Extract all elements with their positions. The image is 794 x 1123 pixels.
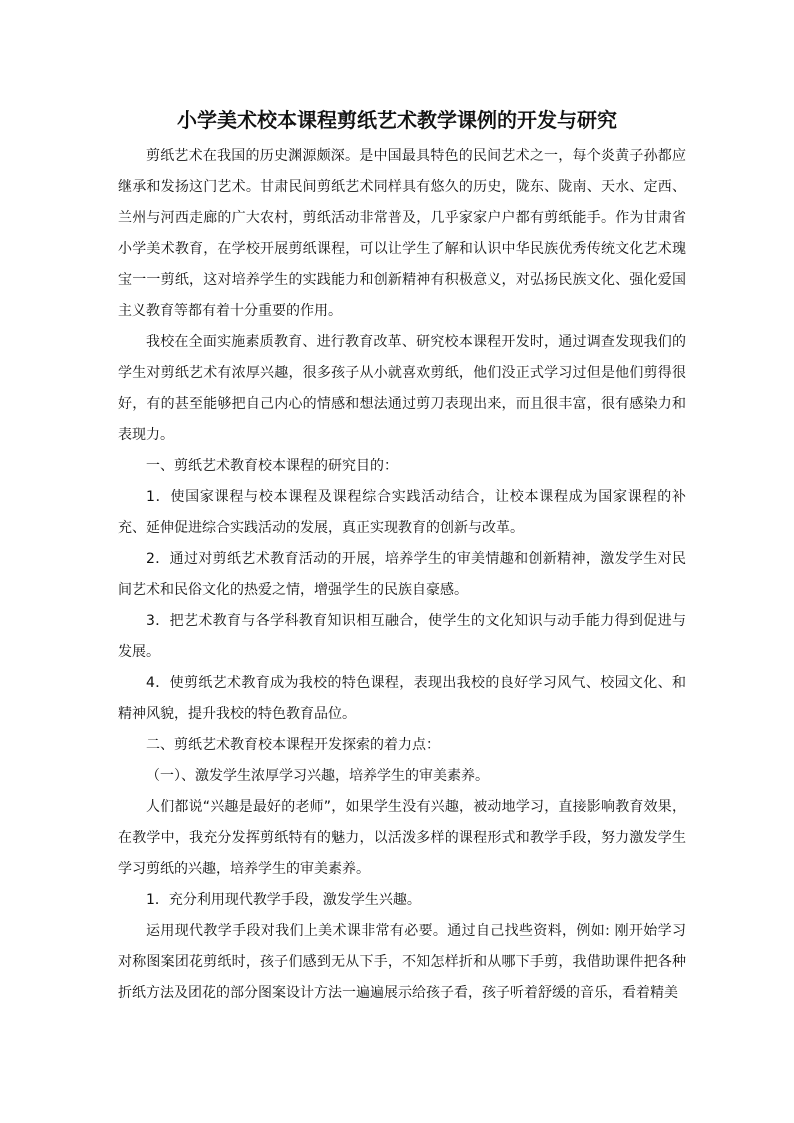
paragraph-interest: 人们都说“兴趣是最好的老师”，如果学生没有兴趣，被动地学习，直接影响教育效果，在教学中，我充分发挥剪纸特有的魅力，以活泼多样的课程形式和教学手段，努力激发学生学习剪纸的兴趣，培养学生的审美素养。 (118, 799, 686, 877)
section-heading-focus-points: 二、剪纸艺术教育校本课程开发探索的着力点： (146, 737, 440, 753)
paragraph-modern-teaching: 运用现代教学手段对我们上美术课非常有必要。通过自己找些资料，例如: 刚开始学习对称图案团花剪纸时，孩子们感到无从下手，不知怎样折和从哪下手剪，我借助课件把各种折纸方法及团花的部分图案设计方法一遍遍展示给孩子看，孩子听着舒缓的音乐，看着精美 (118, 923, 686, 1001)
paragraph-intro: 剪纸艺术在我国的历史渊源颇深。是中国最具特色的民间艺术之一，每个炎黄子孙都应继承和发扬这门艺术。甘肃民间剪纸艺术同样具有悠久的历史，陇东、陇南、天水、定西、兰州与河西走廊的广大农村，剪纸活动非常普及，几乎家家户户都有剪纸能手。作为甘肃省小学美术教育，在学校开展剪纸课程，可以让学生了解和认识中华民族优秀传统文化艺术瑰宝一一剪纸，这对培养学生的实践能力和创新精神有积极意义，对弘扬民族文化、强化爱国主义教育等都有着十分重要的作用。 (118, 148, 686, 319)
item-heading-modern-teaching: 1．充分利用现代教学手段，激发学生兴趣。 (146, 892, 421, 908)
purpose-item-4: 4．使剪纸艺术教育成为我校的特色课程，表现出我校的良好学习风气、校园文化、和精神风貌，提升我校的特色教育品位。 (118, 675, 686, 722)
section-heading-research-purpose: 一、剪纸艺术教育校本课程的研究目的： (146, 458, 398, 474)
paragraph-school-survey: 我校在全面实施素质教育、进行教育改革、研究校本课程开发时，通过调查发现我们的学生对剪纸艺术有浓厚兴趣，很多孩子从小就喜欢剪纸，他们没正式学习过但是他们剪得很好，有的甚至能够把自己内心的情感和想法通过剪刀表现出来，而且很丰富，很有感染力和表现力。 (118, 334, 686, 443)
purpose-item-2: 2．通过对剪纸艺术教育活动的开展，培养学生的审美情趣和创新精神，激发学生对民间艺术和民俗文化的热爱之情，增强学生的民族自豪感。 (118, 551, 686, 598)
subsection-heading-interest: （一）、激发学生浓厚学习兴趣，培养学生的审美素养。 (146, 768, 489, 784)
purpose-item-3: 3．把艺术教育与各学科教育知识相互融合，使学生的文化知识与动手能力得到促进与发展。 (118, 613, 686, 660)
document-body (118, 141, 686, 1009)
document-title: 小学美术校本课程剪纸艺术教学课例的开发与研究 (177, 108, 617, 132)
purpose-item-1: 1．使国家课程与校本课程及课程综合实践活动结合，让校本课程成为国家课程的补充、延伸促进综合实践活动的发展，真正实现教育的创新与改革。 (118, 489, 686, 536)
